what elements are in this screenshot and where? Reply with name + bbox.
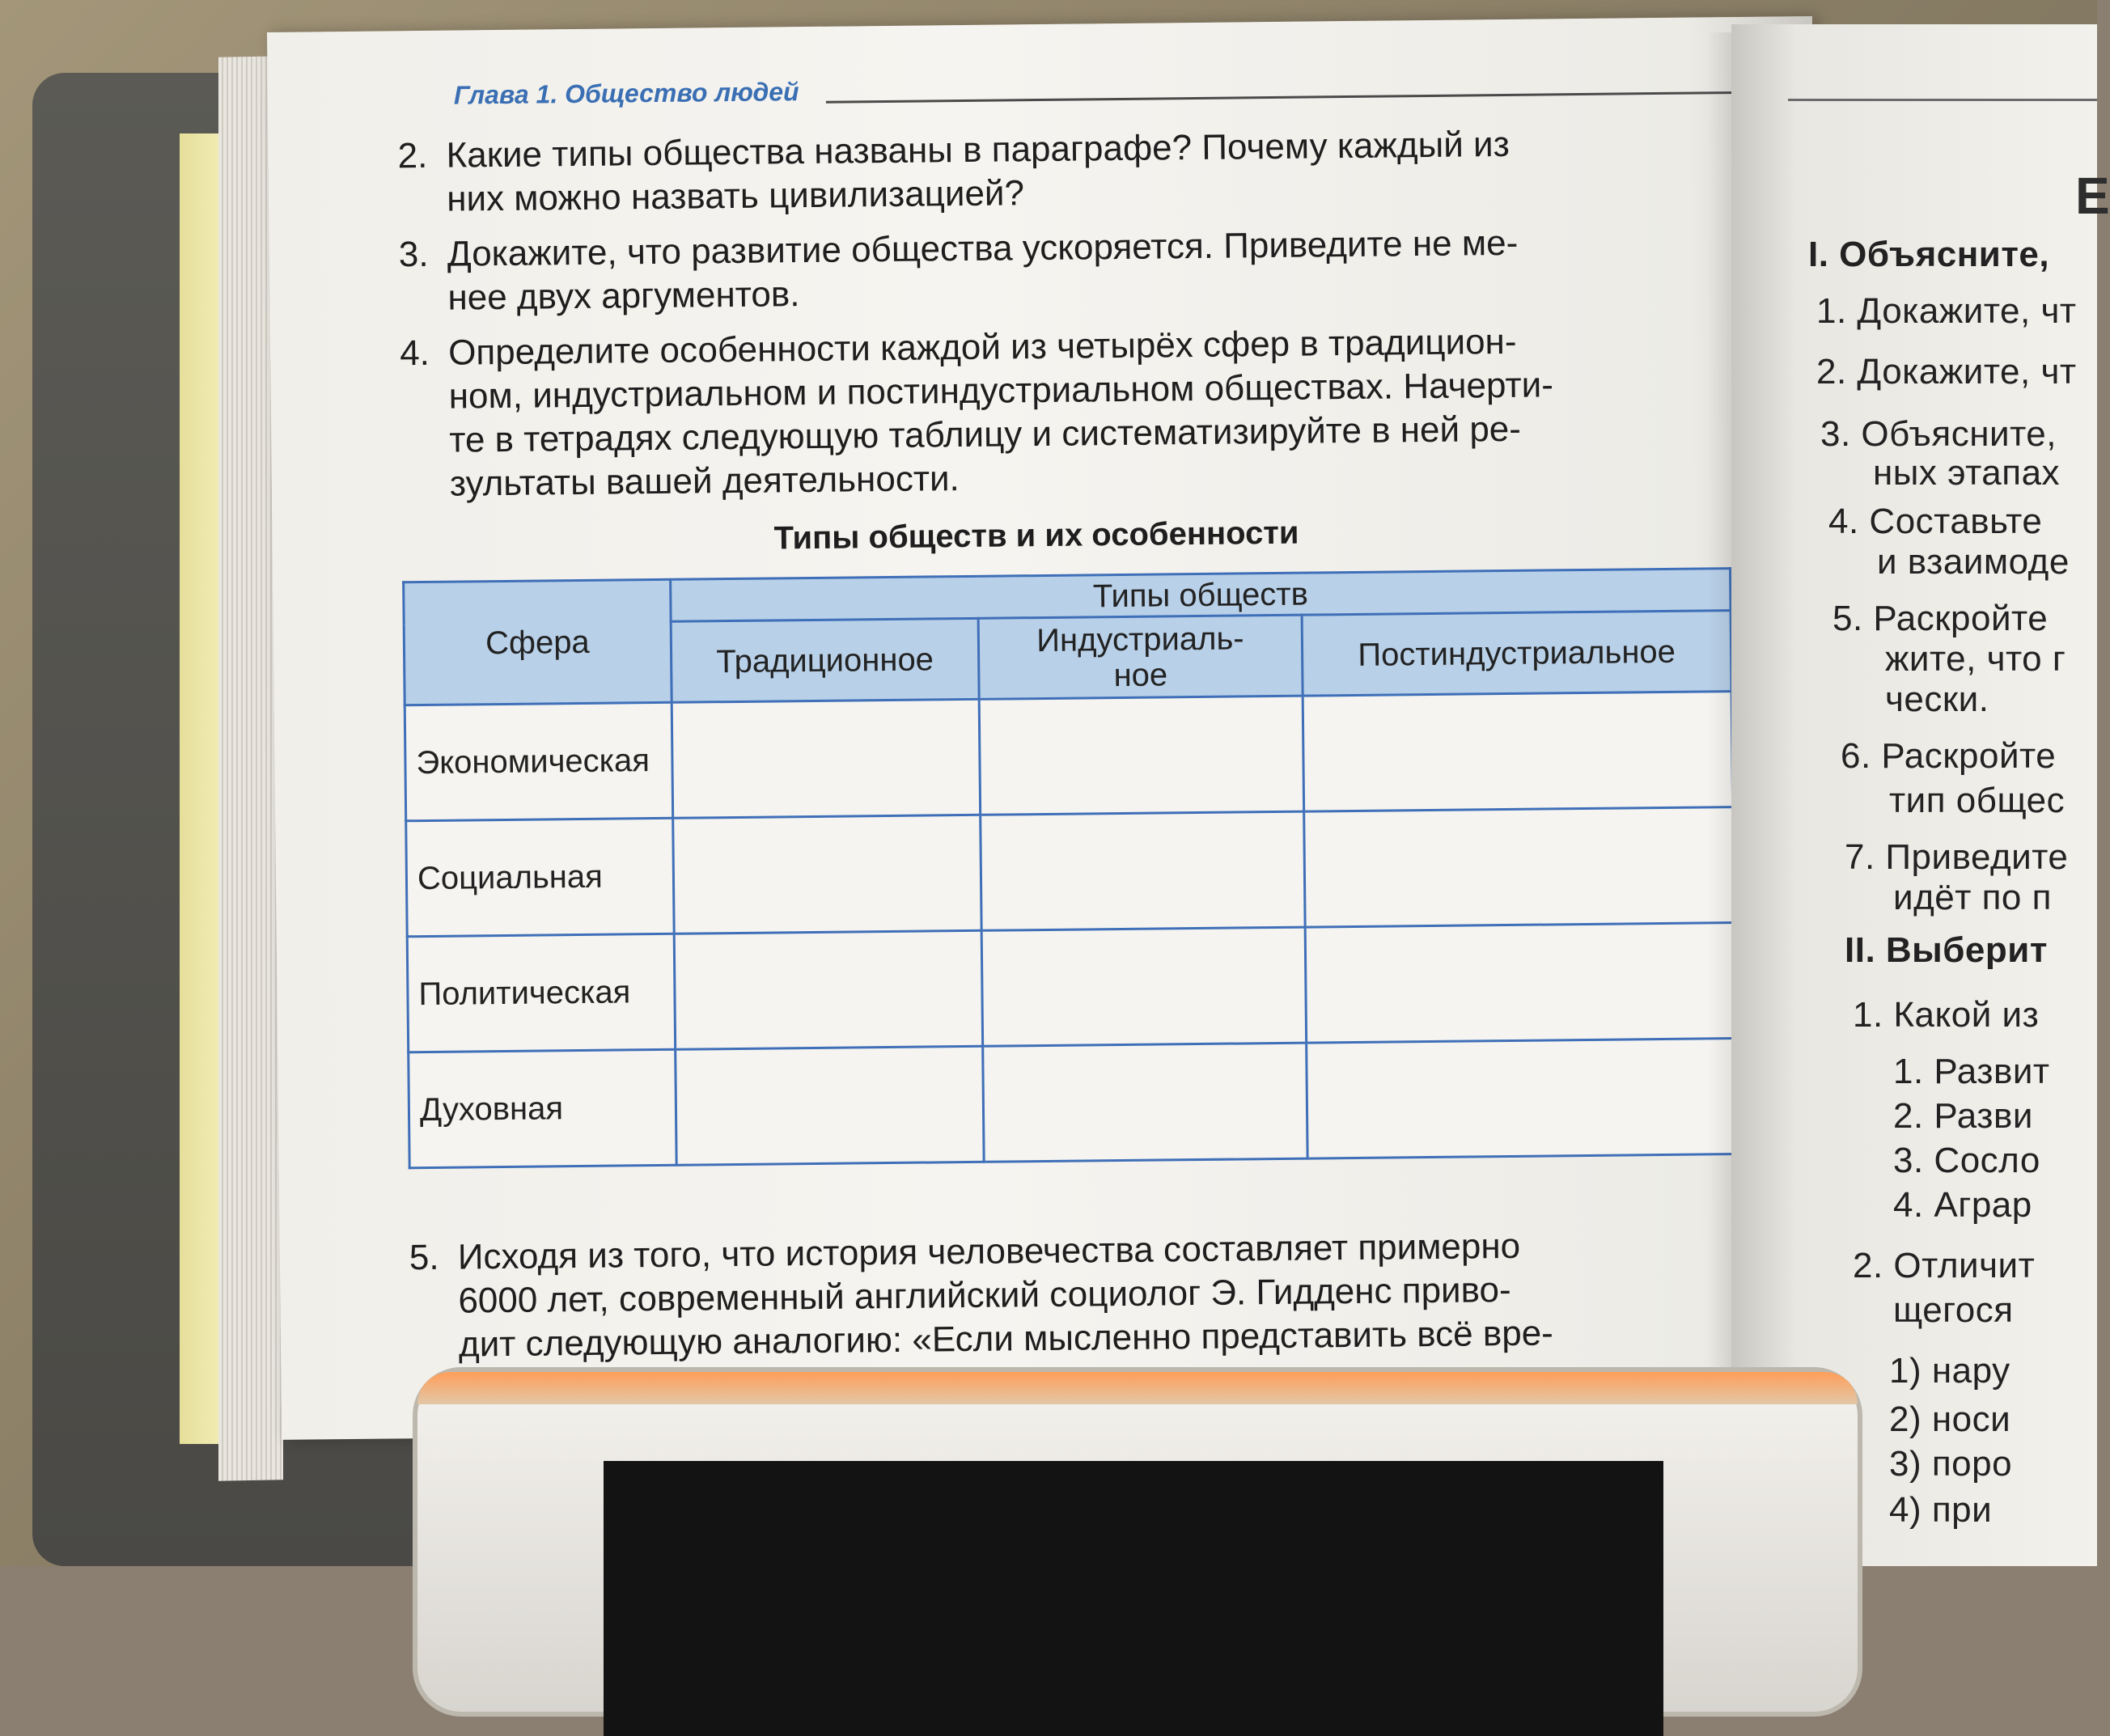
table-row bbox=[406, 807, 1734, 937]
header-industrial bbox=[978, 615, 1303, 699]
question-2 bbox=[397, 120, 1790, 222]
table-cell bbox=[676, 1046, 984, 1165]
table-cell bbox=[981, 811, 1305, 930]
table-cell bbox=[1303, 692, 1732, 812]
table-cell bbox=[673, 815, 981, 934]
society-types-table bbox=[402, 567, 1738, 1169]
chapter-header: Глава 1. Общество людей bbox=[453, 77, 799, 110]
right-page-line: 2. Разви bbox=[1893, 1096, 2033, 1136]
right-page-line: 1) нару bbox=[1889, 1351, 2010, 1391]
right-page-line: 4) при bbox=[1889, 1490, 1993, 1530]
right-page-line: тип общес bbox=[1889, 781, 2066, 820]
table-cell bbox=[674, 930, 982, 1049]
table-cell bbox=[1307, 1039, 1736, 1159]
question-line: них можно назвать цивилизацией? bbox=[446, 173, 1025, 219]
question-line: 6000 лет, современный английский социолог Э. Гидденс приво- bbox=[458, 1269, 1511, 1321]
right-header-rule bbox=[1788, 99, 2097, 101]
question-line: дит следующую аналогию: «Если мысленно представить всё вре- bbox=[458, 1313, 1554, 1365]
question-number: 5. bbox=[409, 1237, 439, 1278]
left-page bbox=[267, 16, 1827, 1440]
header-industrial-line: ное bbox=[1113, 656, 1168, 693]
row-label: Социальная bbox=[406, 818, 674, 936]
right-page-line: 4. Составьте bbox=[1828, 502, 2043, 541]
table-cell bbox=[983, 1043, 1307, 1162]
right-page-line: 2) носи bbox=[1889, 1399, 2011, 1439]
question-line: ном, индустриальном и постиндустриальном обществах. Начерти- bbox=[448, 365, 1554, 417]
question-3 bbox=[399, 218, 1791, 320]
right-page-line: II. Выберит bbox=[1845, 930, 2048, 970]
right-page-line: 3. Сосло bbox=[1893, 1141, 2040, 1180]
header-society-types: Типы обществ bbox=[671, 569, 1731, 622]
table-row bbox=[409, 1039, 1736, 1168]
header-rule bbox=[826, 91, 1781, 103]
phone-device bbox=[413, 1367, 1862, 1717]
question-line: Докажите, что развитие общества ускоряется. Приведите не ме- bbox=[447, 222, 1519, 274]
phone-screen bbox=[604, 1461, 1663, 1736]
question-number: 4. bbox=[399, 332, 430, 374]
right-page-line: 2. Отличит bbox=[1853, 1246, 2036, 1285]
header-postindustrial: Постиндустриальное bbox=[1302, 611, 1731, 697]
right-page-line: жите, что г bbox=[1885, 639, 2066, 679]
right-page-line: 6. Раскройте bbox=[1841, 736, 2057, 776]
table-cell bbox=[979, 696, 1303, 815]
question-line: Исходя из того, что история человечества составляет примерно bbox=[457, 1226, 1521, 1277]
right-page-line: 1. Докажите, чт bbox=[1816, 291, 2077, 331]
right-page-line: чески. bbox=[1885, 680, 1989, 719]
table-row bbox=[407, 923, 1735, 1052]
right-page-line: I. Объясните, bbox=[1808, 235, 2050, 274]
right-page-line: 1. Развит bbox=[1893, 1052, 2050, 1091]
question-line: зультаты вашей деятельности. bbox=[449, 459, 960, 504]
right-page-line: щегося bbox=[1893, 1290, 2014, 1330]
phone-top-edge bbox=[417, 1372, 1858, 1404]
question-line: Какие типы общества названы в параграфе? Почему каждый из bbox=[446, 124, 1510, 176]
question-number: 2. bbox=[397, 135, 428, 176]
table-row bbox=[405, 692, 1732, 821]
table-cell bbox=[1305, 923, 1735, 1044]
header-traditional: Традиционное bbox=[671, 618, 979, 702]
question-4 bbox=[400, 317, 1793, 506]
row-label: Экономическая bbox=[405, 702, 672, 820]
table-cell bbox=[981, 927, 1306, 1046]
right-page-line: ных этапах bbox=[1873, 453, 2061, 493]
right-page-big-letter: Е bbox=[2075, 167, 2110, 225]
row-label: Политическая bbox=[407, 934, 675, 1052]
right-page-line: идёт по п bbox=[1893, 878, 2052, 917]
right-page-line: 3. Объясните, bbox=[1820, 414, 2057, 454]
right-page-line: 7. Приведите bbox=[1845, 837, 2069, 877]
right-page-line: 4. Аграр bbox=[1893, 1185, 2032, 1225]
table-title: Типы обществ и их особенности bbox=[773, 514, 1299, 557]
right-page-line: 3) поро bbox=[1889, 1444, 2013, 1484]
table-cell bbox=[1304, 807, 1734, 928]
question-line: те в тетрадях следующую таблицу и систематизируйте в ней ре- bbox=[449, 409, 1522, 460]
header-industrial-line: Индустриаль- bbox=[1036, 620, 1244, 658]
question-line: нее двух аргументов. bbox=[447, 274, 800, 318]
header-sphere: Сфера bbox=[404, 579, 672, 705]
question-line: Определите особенности каждой из четырёх сфер в традицион- bbox=[447, 321, 1517, 373]
table-cell bbox=[672, 699, 980, 818]
right-page-line: и взаимоде bbox=[1877, 542, 2070, 582]
question-5 bbox=[409, 1222, 1803, 1367]
right-page bbox=[1731, 24, 2110, 1566]
right-page-line: 2. Докажите, чт bbox=[1816, 352, 2077, 392]
question-number: 3. bbox=[398, 234, 429, 275]
right-page-line: 5. Раскройте bbox=[1832, 599, 2049, 638]
right-page-line: 1. Какой из bbox=[1853, 995, 2040, 1035]
row-label: Духовная bbox=[409, 1049, 676, 1167]
